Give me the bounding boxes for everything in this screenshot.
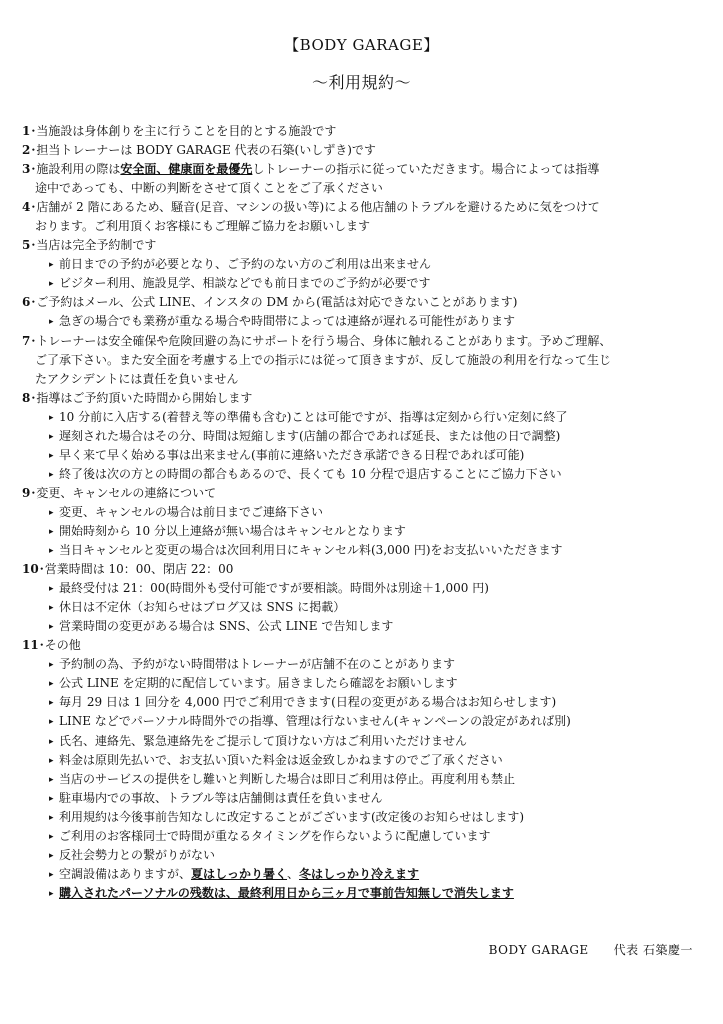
term-9-sub: ▸ 変更、キャンセルの場合は前日までご連絡下さい: [22, 503, 702, 522]
term-11-aircon: ▸ 空調設備はありますが、夏はしっかり暑く、冬はしっかり冷えます: [22, 865, 702, 884]
term-5: 5･当店は完全予約制です: [22, 238, 157, 253]
term-8-sub: ▸ 遅刻された場合はその分、時間は短縮します(店舗の都合であれば延長、または他の日で調整): [22, 427, 702, 446]
bullet-arrow-icon: ▸: [49, 755, 54, 766]
bullet-arrow-icon: ▸: [49, 260, 54, 271]
bullet-arrow-icon: ▸: [49, 850, 54, 861]
summer-hot-emphasis: 夏はしっかり暑く: [191, 866, 288, 881]
term-7: 7･トレーナーは安全確保や危険回避の為にサポートを行う場合、身体に触れることがあります。予めご理解、: [22, 333, 612, 348]
term-5-sub: ▸ 前日までの予約が必要となり、ご予約のない方のご利用は出来ません: [22, 255, 702, 274]
term-11-expiry-notice: ▸ 購入されたパーソナルの残数は、最終利用日から三ヶ月で事前告知無しで消失します: [22, 884, 702, 903]
bullet-arrow-icon: ▸: [49, 660, 54, 671]
bullet-arrow-icon: ▸: [49, 603, 54, 614]
term-2: 2･担当トレーナーは BODY GARAGE 代表の石築(いしずき)です: [22, 143, 376, 158]
term-6: 6･ご予約はメール、公式 LINE、インスタの DM から(電話は対応できないことがあります): [22, 295, 518, 310]
term-11-sub: ▸ 予約制の為、予約がない時間帯はトレーナーが店舗不在のことがあります: [22, 655, 702, 674]
bullet-arrow-icon: ▸: [49, 793, 54, 804]
term-8-sub: ▸ 終了後は次の方との時間の都合もあるので、長くても 10 分程で退店することにご協力下さい: [22, 465, 702, 484]
document-title: 【BODY GARAGE】: [284, 36, 439, 54]
bullet-arrow-icon: ▸: [49, 526, 54, 537]
term-10-sub: ▸ 休日は不定休（お知らせはブログ又は SNS に掲載）: [22, 598, 702, 617]
bullet-arrow-icon: ▸: [49, 546, 54, 557]
term-11-sub: ▸ ご利用のお客様同士で時間が重なるタイミングを作らないように配慮しています: [22, 827, 702, 846]
term-11-sub: ▸ 公式 LINE を定期的に配信しています。届きましたら確認をお願いします: [22, 674, 702, 693]
bullet-arrow-icon: ▸: [49, 507, 54, 518]
winter-cold-emphasis: 冬はしっかり冷えます: [299, 866, 420, 881]
term-3: 3･施設利用の際は安全面、健康面を最優先しトレーナーの指示に従っていただきます。場合によっては指導: [22, 162, 600, 177]
bullet-arrow-icon: ▸: [49, 774, 54, 785]
term-6-sub: ▸ 急ぎの場合でも業務が重なる場合や時間帯によっては連絡が遅れる可能性があります: [22, 312, 702, 331]
term-9: 9･変更、キャンセルの連絡について: [22, 485, 217, 500]
bullet-arrow-icon: ▸: [49, 431, 54, 442]
term-11-sub: ▸ 当店のサービスの提供をし難いと判断した場合は即日ご利用は停止。再度利用も禁止: [22, 770, 702, 789]
document-subtitle: ～利用規約～: [311, 73, 411, 92]
term-11-sub: ▸ 利用規約は今後事前告知なしに改定することがございます(改定後のお知らせはします): [22, 808, 702, 827]
term-11: 11･その他: [22, 638, 81, 653]
term-4-continued: おります。ご利用頂くお客様にもご理解ご協力をお願いします: [35, 219, 371, 234]
term-8-sub: ▸ 10 分前に入店する(着替え等の準備も含む)ことは可能ですが、指導は定刻から行い定刻に終了: [22, 408, 702, 427]
term-3-continued: 途中であっても、中断の判断をさせて頂くことをご了承ください: [35, 181, 383, 196]
term-10-sub: ▸ 最終受付は 21：00(時間外も受付可能ですが要相談。時間外は別途＋1,000 円): [22, 579, 702, 598]
bullet-arrow-icon: ▸: [49, 317, 54, 328]
term-7-continued: たアクシデントには責任を負いません: [35, 371, 239, 386]
bullet-arrow-icon: ▸: [49, 812, 54, 823]
bullet-arrow-icon: ▸: [49, 831, 54, 842]
bullet-arrow-icon: ▸: [49, 888, 54, 899]
safety-emphasis: 安全面、健康面を最優先: [120, 162, 253, 177]
term-8: 8･指導はご予約頂いた時間から開始します: [22, 390, 253, 405]
term-9-sub: ▸ 当日キャンセルと変更の場合は次回利用日にキャンセル料(3,000 円)をお支払いいただきます: [22, 541, 702, 560]
bullet-arrow-icon: ▸: [49, 869, 54, 880]
bullet-arrow-icon: ▸: [49, 717, 54, 728]
term-5-sub: ▸ ビジター利用、施設見学、相談などでも前日までのご予約が必要です: [22, 274, 702, 293]
terms-list: [22, 122, 702, 903]
term-10-sub: ▸ 営業時間の変更がある場合は SNS、公式 LINE で告知します: [22, 617, 702, 636]
bullet-arrow-icon: ▸: [49, 279, 54, 290]
term-8-sub: ▸ 早く来て早く始める事は出来ません(事前に連絡いただき承諾できる日程であれば可能): [22, 446, 702, 465]
bullet-arrow-icon: ▸: [49, 736, 54, 747]
bullet-arrow-icon: ▸: [49, 469, 54, 480]
term-11-sub: ▸ 駐車場内での事故、トラブル等は店舗側は責任を負いません: [22, 789, 702, 808]
term-1: 1･当施設は身体創りを主に行うことを目的とする施設です: [22, 124, 337, 138]
bullet-arrow-icon: ▸: [49, 412, 54, 423]
term-4: 4･店舗が 2 階にあるため、騒音(足音、マシンの扱い等)による他店舗のトラブルを避けるために気をつけて: [22, 200, 600, 215]
term-7-continued: ご了承下さい。また安全面を考慮する上での指示には従って頂きますが、反して施設の利用を行なって生じ: [35, 352, 612, 367]
bullet-arrow-icon: ▸: [49, 622, 54, 633]
term-11-sub: ▸ 料金は原則先払いで、お支払い頂いた料金は返金致しかねますのでご了承ください: [22, 751, 702, 770]
term-11-sub: ▸ 反社会勢力との繋がりがない: [22, 846, 702, 865]
signature-footer: BODY GARAGE 代表 石築慶一: [488, 943, 693, 957]
term-9-sub: ▸ 開始時刻から 10 分以上連絡が無い場合はキャンセルとなります: [22, 522, 702, 541]
bullet-arrow-icon: ▸: [49, 450, 54, 461]
term-10: 10･営業時間は 10：00、閉店 22：00: [22, 562, 234, 577]
term-11-sub: ▸ 氏名、連絡先、緊急連絡先をご提示して頂けない方はご利用いただけません: [22, 732, 702, 751]
term-11-sub: ▸ 毎月 29 日は 1 回分を 4,000 円でご利用できます(日程の変更がある場合はお知らせします): [22, 693, 702, 712]
bullet-arrow-icon: ▸: [49, 698, 54, 709]
bullet-arrow-icon: ▸: [49, 584, 54, 595]
bullet-arrow-icon: ▸: [49, 679, 54, 690]
term-11-sub: ▸ LINE などでパーソナル時間外での指導、管理は行ないません(キャンペーンの設定があれば別): [22, 712, 702, 731]
